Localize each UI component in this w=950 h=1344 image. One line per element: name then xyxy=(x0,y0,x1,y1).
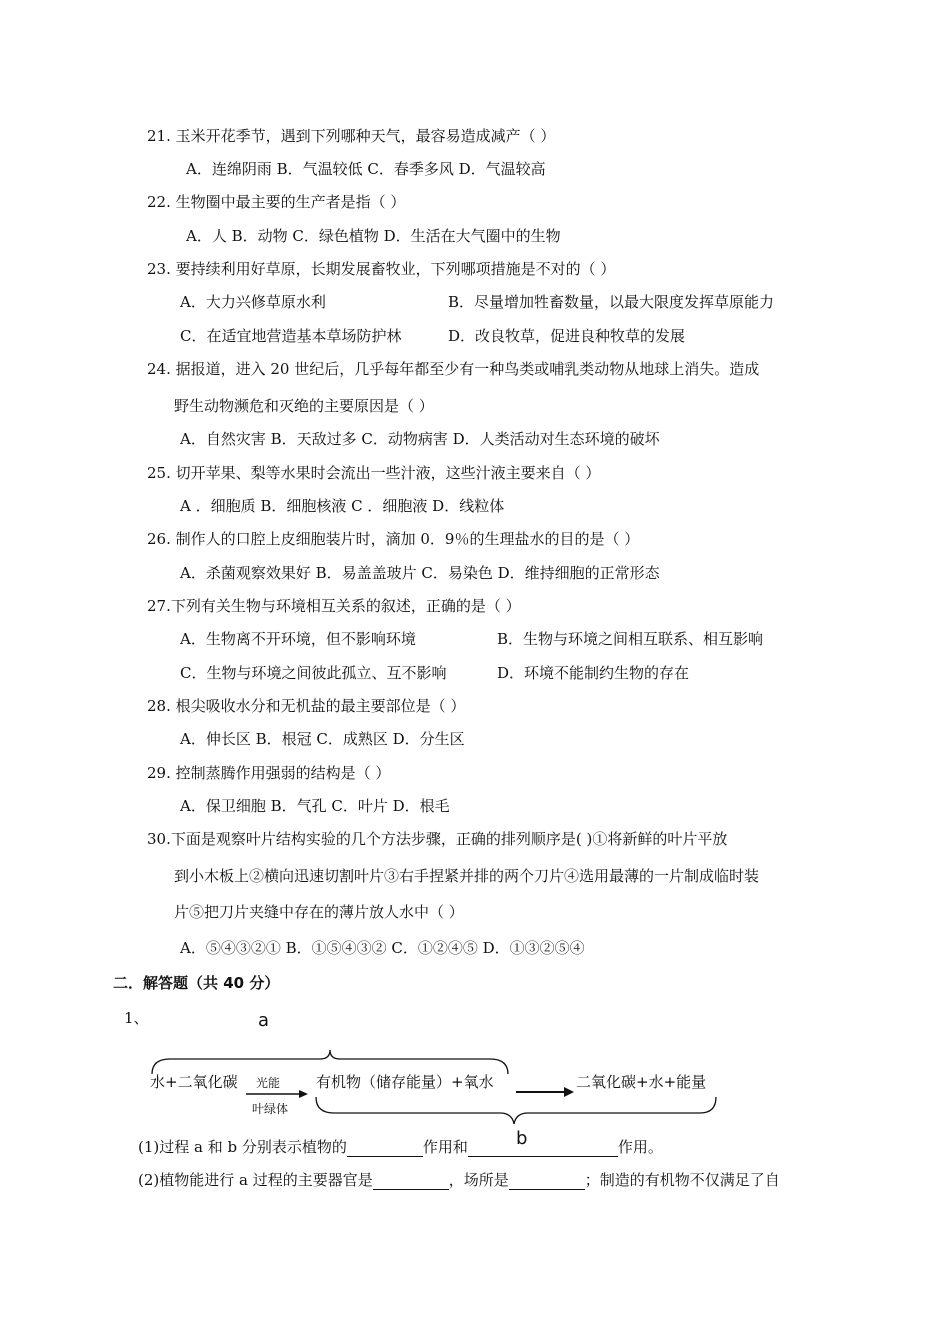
question-23-option-d: D．改良牧草，促进良种牧草的发展 xyxy=(448,327,686,345)
sub-question-1-text-a: (1)过程 a 和 b 分别表示植物的 xyxy=(138,1138,347,1156)
diagram-arrow-label-light: 光能 xyxy=(256,1076,281,1090)
question-26-options: A．杀菌观察效果好 B．易盖盖玻片 C．易染色 D．维持细胞的正常形态 xyxy=(180,564,660,582)
answer-blank-1[interactable] xyxy=(347,1140,423,1157)
answer-blank-4[interactable] xyxy=(509,1173,585,1190)
question-23-option-b: B．尽量增加牲畜数量，以最大限度发挥草原能力 xyxy=(448,293,775,311)
question-27-option-c: C．生物与环境之间彼此孤立、互不影响 xyxy=(180,664,447,682)
question-30-stem: 30.下面是观察叶片结构实验的几个方法步骤，正确的排列顺序是( )①将新鲜的叶片平放 xyxy=(147,830,728,848)
sub-question-1-text-b: 作用和 xyxy=(422,1138,468,1156)
question-29-stem: 29. 控制蒸腾作用强弱的结构是（ ） xyxy=(147,764,391,782)
question-29-options: A．保卫细胞 B．气孔 C．叶片 D．根毛 xyxy=(180,797,450,815)
question-21-options: A．连绵阴雨 B．气温较低 C．春季多风 D．气温较高 xyxy=(186,160,546,178)
sub-question-2 xyxy=(138,1170,780,1190)
sub-question-2-text-a: (2)植物能进行 a 过程的主要器官是 xyxy=(138,1171,373,1189)
diagram-label-b: b xyxy=(516,1128,528,1149)
question-27-option-d: D．环境不能制约生物的存在 xyxy=(497,664,690,682)
question-30-options: A．⑤④③②① B．①⑤④③② C．①②④⑤ D．①③②⑤④ xyxy=(180,939,585,957)
diagram-reactants: 水+二氧化碳 xyxy=(150,1073,238,1091)
question-30-stem-cont1: 到小木板上②横向迅速切割叶片③右手捏紧并排的两个刀片④选用最薄的一片制成临时装 xyxy=(174,867,760,885)
answer-blank-2[interactable] xyxy=(468,1140,618,1157)
sub-question-1 xyxy=(138,1137,663,1157)
diagram-label-a: a xyxy=(258,1010,270,1031)
question-22-stem: 22. 生物圈中最主要的生产者是指（ ） xyxy=(147,193,406,211)
diagram-products: 二氧化碳+水+能量 xyxy=(576,1073,707,1091)
question-23-option-c: C．在适宜地营造基本草场防护林 xyxy=(180,327,402,345)
question-25-options: A ．细胞质 B．细胞核液 C ．细胞液 D．线粒体 xyxy=(180,497,505,515)
brace-b xyxy=(316,1097,716,1124)
diagram-middle: 有机物（储存能量）+氧水 xyxy=(316,1073,494,1091)
question-27-stem: 27.下列有关生物与环境相互关系的叙述，正确的是（ ） xyxy=(147,597,521,615)
question-21-stem: 21. 玉米开花季节，遇到下列哪种天气，最容易造成减产（ ） xyxy=(147,127,556,145)
question-22-options: A．人 B．动物 C．绿色植物 D．生活在大气圈中的生物 xyxy=(186,227,561,245)
question-30-stem-cont2: 片⑤把刀片夹缝中存在的薄片放人水中（ ） xyxy=(174,903,464,921)
question-28-stem: 28. 根尖吸收水分和无机盐的最主要部位是（ ） xyxy=(147,697,466,715)
question-27-option-a: A．生物离不开环境，但不影响环境 xyxy=(180,630,416,648)
diagram-arrow-label-chloroplast: 叶绿体 xyxy=(252,1102,289,1116)
answer-blank-3[interactable] xyxy=(373,1173,449,1190)
question-24-stem: 24. 据报道，进入 20 世纪后，几乎每年都至少有一种鸟类或哺乳类动物从地球上消失。造成 xyxy=(147,360,760,378)
sub-question-2-text-b: ，场所是 xyxy=(448,1171,509,1189)
question-24-stem-cont: 野生动物濒危和灭绝的主要原因是（ ） xyxy=(174,397,434,415)
question-26-stem: 26. 制作人的口腔上皮细胞装片时，滴加 0．9％的生理盐水的目的是（ ） xyxy=(147,530,640,548)
question-23-option-a: A．大力兴修草原水利 xyxy=(180,293,326,311)
section-2-title: 二．解答题（共 40 分） xyxy=(113,974,280,992)
question-23-stem: 23. 要持续利用好草原，长期发展畜牧业，下列哪项措施是不对的（ ） xyxy=(147,260,616,278)
question-27-option-b: B．生物与环境之间相互联系、相互影响 xyxy=(497,630,764,648)
question-24-options: A．自然灾害 B．天敌过多 C．动物病害 D．人类活动对生态环境的破坏 xyxy=(180,430,660,448)
sub-question-2-text-c: ；制造的有机物不仅满足了自 xyxy=(584,1171,780,1189)
sub-question-1-text-c: 作用。 xyxy=(617,1138,663,1156)
question-25-stem: 25. 切开苹果、梨等水果时会流出一些汁液，这些汁液主要来自（ ） xyxy=(147,464,601,482)
question-28-options: A．伸长区 B．根冠 C．成熟区 D．分生区 xyxy=(180,730,465,748)
question-1-number: 1、 xyxy=(124,1009,149,1027)
